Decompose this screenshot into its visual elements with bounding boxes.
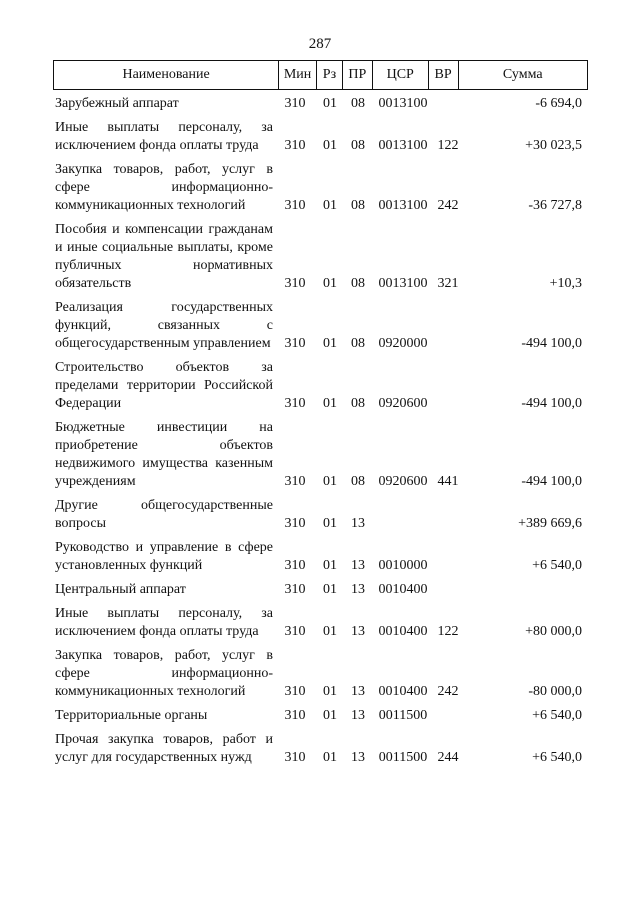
row-rz: 01 (323, 138, 337, 153)
row-rz: 01 (323, 336, 337, 351)
row-vr: 321 (437, 276, 459, 291)
row-rz: 01 (323, 582, 337, 597)
header-name: Наименование (54, 61, 279, 89)
row-vr: 122 (437, 624, 459, 639)
row-sum: +80 000,0 (525, 624, 582, 639)
row-pr: 08 (351, 96, 365, 111)
row-rz: 01 (323, 516, 337, 531)
row-min: 310 (284, 558, 306, 573)
row-csr: 0920000 (378, 336, 428, 351)
row-name: Закупка товаров, работ, услуг в сфере информационно-коммуникационных технологий (55, 162, 273, 213)
header-sum: Сумма (502, 67, 543, 82)
row-rz: 01 (323, 474, 337, 489)
row-min: 310 (284, 582, 306, 597)
row-sum: -80 000,0 (528, 684, 582, 699)
table-row (53, 578, 588, 602)
row-pr: 13 (351, 516, 365, 531)
row-min: 310 (284, 138, 306, 153)
row-pr: 13 (351, 582, 365, 597)
row-sum: +30 023,5 (525, 138, 582, 153)
row-csr: 0920600 (378, 396, 428, 411)
table-row (53, 116, 588, 158)
table-row (53, 728, 588, 770)
table-row (53, 218, 588, 296)
row-min: 310 (284, 336, 306, 351)
row-csr: 0013100 (378, 276, 428, 291)
row-vr: 122 (437, 138, 459, 153)
table-row (53, 296, 588, 356)
row-rz: 01 (323, 396, 337, 411)
row-sum: +10,3 (549, 276, 582, 291)
header-pr: ПР (343, 61, 373, 89)
table-row (53, 92, 588, 116)
row-vr: 244 (437, 750, 459, 765)
row-name: Реализация государственных функций, связанных с общегосударственным управлением (55, 300, 273, 351)
row-pr: 08 (351, 138, 365, 153)
row-csr: 0010400 (378, 582, 428, 597)
row-min: 310 (284, 684, 306, 699)
row-rz: 01 (323, 198, 337, 213)
row-csr: 0013100 (378, 96, 428, 111)
table-row (53, 602, 588, 644)
row-sum: -494 100,0 (521, 336, 582, 351)
row-name: Иные выплаты персоналу, за исключением фонда оплаты труда (55, 120, 273, 153)
row-csr: 0920600 (378, 474, 428, 489)
header-vr: ВР (429, 61, 459, 89)
row-rz: 01 (323, 624, 337, 639)
budget-table (53, 60, 588, 770)
row-name: Территориальные органы (55, 708, 208, 723)
page-number: 287 (308, 36, 332, 52)
row-name: Другие общегосударственные вопросы (55, 498, 273, 531)
row-sum: +6 540,0 (532, 708, 582, 723)
row-pr: 13 (351, 750, 365, 765)
row-vr: 242 (437, 684, 459, 699)
row-sum: +6 540,0 (532, 750, 582, 765)
table-header (53, 60, 588, 90)
table-row (53, 536, 588, 578)
table-body (53, 92, 588, 770)
row-sum: -494 100,0 (521, 396, 582, 411)
row-sum: -494 100,0 (521, 474, 582, 489)
row-min: 310 (284, 96, 306, 111)
row-min: 310 (284, 396, 306, 411)
row-pr: 08 (351, 396, 365, 411)
row-name: Зарубежный аппарат (55, 96, 179, 111)
header-csr: ЦСР (373, 61, 429, 89)
row-min: 310 (284, 750, 306, 765)
row-min: 310 (284, 516, 306, 531)
row-pr: 08 (351, 198, 365, 213)
row-name: Строительство объектов за пределами территории Российской Федерации (55, 360, 273, 411)
row-min: 310 (284, 198, 306, 213)
table-row (53, 644, 588, 704)
row-min: 310 (284, 474, 306, 489)
row-name: Руководство и управление в сфере установленных функций (55, 540, 273, 573)
header-rz: Рз (317, 61, 343, 89)
row-name: Иные выплаты персоналу, за исключением фонда оплаты труда (55, 606, 273, 639)
row-csr: 0013100 (378, 198, 428, 213)
row-csr: 0010400 (378, 684, 428, 699)
row-name: Прочая закупка товаров, работ и услуг для государственных нужд (55, 732, 273, 765)
row-rz: 01 (323, 684, 337, 699)
row-csr: 0011500 (378, 708, 428, 723)
row-pr: 08 (351, 276, 365, 291)
row-min: 310 (284, 276, 306, 291)
row-rz: 01 (323, 276, 337, 291)
row-pr: 13 (351, 684, 365, 699)
row-name: Бюджетные инвестиции на приобретение объектов недвижимого имущества казенным учреждениям (55, 420, 273, 489)
row-name: Закупка товаров, работ, услуг в сфере информационно-коммуникационных технологий (55, 648, 273, 699)
row-name: Центральный аппарат (55, 582, 186, 597)
row-rz: 01 (323, 750, 337, 765)
row-pr: 08 (351, 336, 365, 351)
row-min: 310 (284, 708, 306, 723)
row-csr: 0010400 (378, 624, 428, 639)
row-pr: 13 (351, 624, 365, 639)
row-rz: 01 (323, 96, 337, 111)
row-csr: 0011500 (378, 750, 428, 765)
row-csr: 0010000 (378, 558, 428, 573)
row-vr: 242 (437, 198, 459, 213)
header-min: Мин (279, 61, 317, 89)
table-row (53, 356, 588, 416)
row-min: 310 (284, 624, 306, 639)
row-pr: 13 (351, 558, 365, 573)
row-rz: 01 (323, 708, 337, 723)
row-sum: +6 540,0 (532, 558, 582, 573)
row-pr: 08 (351, 474, 365, 489)
row-sum: -6 694,0 (535, 96, 582, 111)
row-pr: 13 (351, 708, 365, 723)
table-row (53, 416, 588, 494)
table-row (53, 158, 588, 218)
table-row (53, 494, 588, 536)
table-row (53, 704, 588, 728)
row-sum: -36 727,8 (528, 198, 582, 213)
row-sum: +389 669,6 (518, 516, 582, 531)
row-rz: 01 (323, 558, 337, 573)
row-name: Пособия и компенсации гражданам и иные социальные выплаты, кроме публичных нормативных обязательств (55, 222, 273, 291)
row-vr: 441 (437, 474, 459, 489)
row-csr: 0013100 (378, 138, 428, 153)
